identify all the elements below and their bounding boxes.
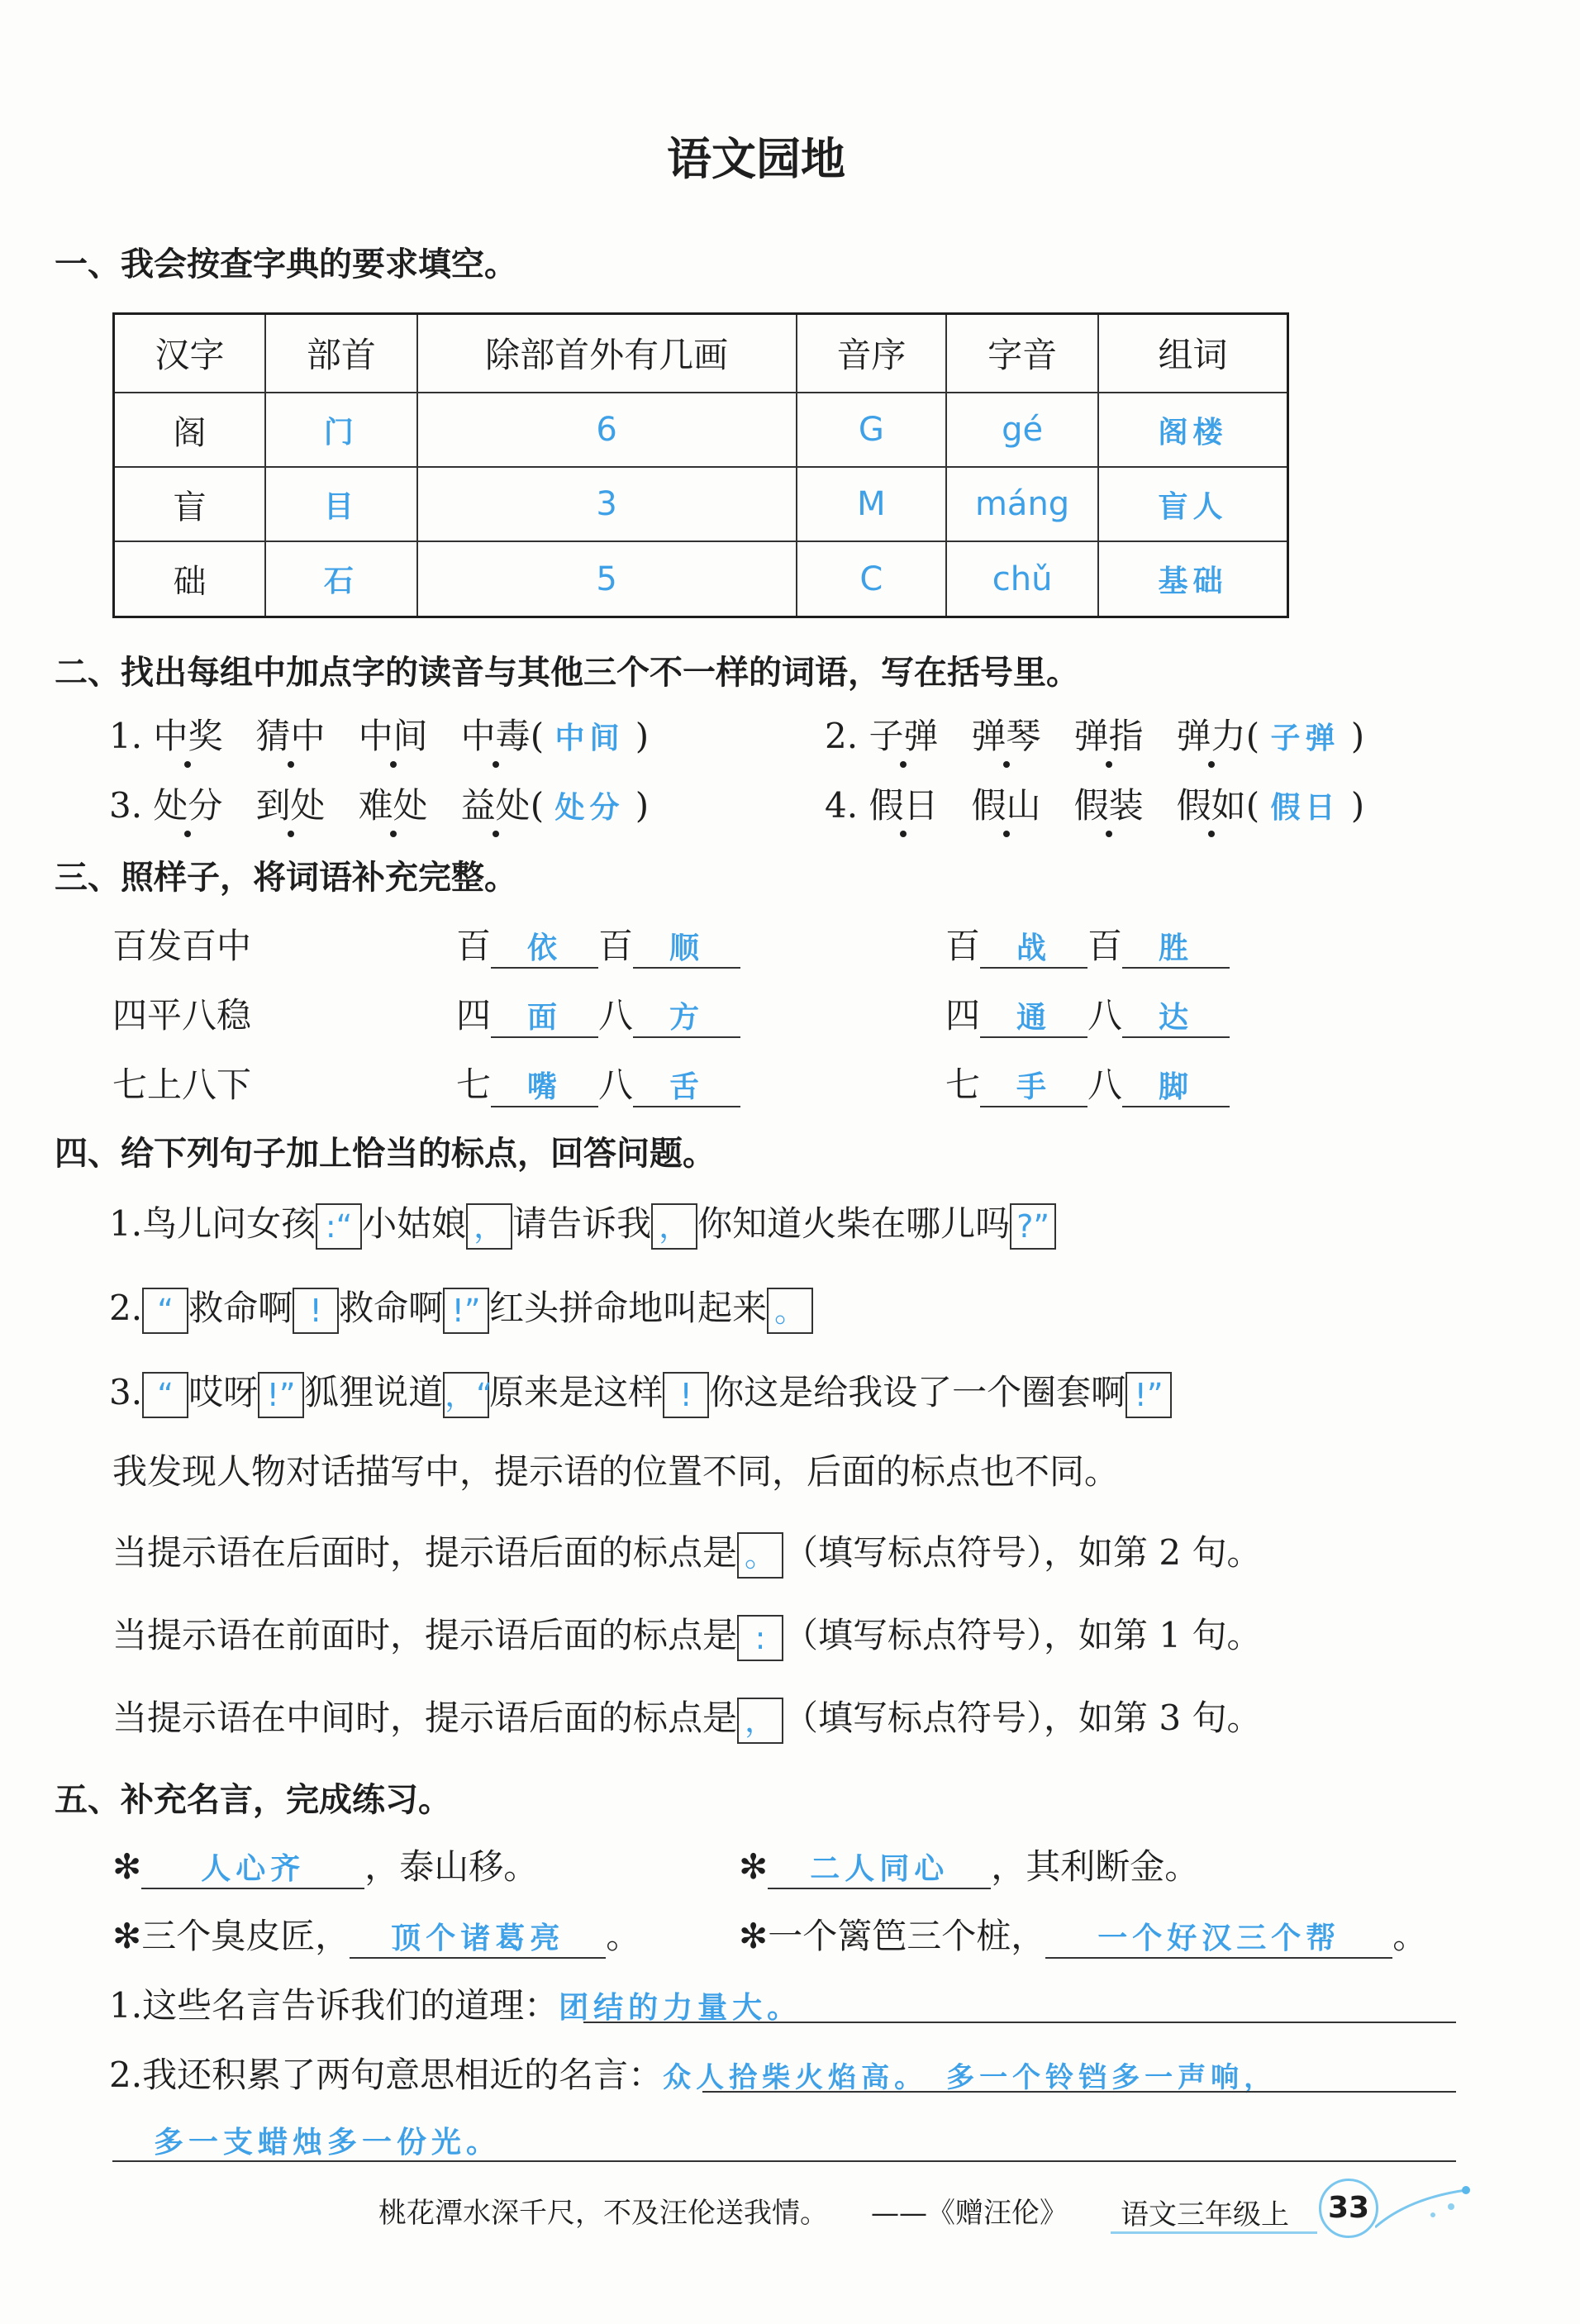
group-3: 3. 处分 到处 难处 益处( 处分 ) <box>109 785 650 826</box>
punct-answer: ! <box>663 1372 709 1418</box>
proverb-4 <box>739 1909 1427 1959</box>
text: 一个篱笆三个桩， <box>768 1916 1046 1956</box>
sentence-number: 3. <box>109 1372 143 1412</box>
strokes-answer: 6 <box>417 393 797 467</box>
punct-answer: ?” <box>1010 1203 1056 1250</box>
punct-answer: ， <box>651 1203 697 1250</box>
char-cell: 础 <box>114 541 266 617</box>
char: 百 <box>456 926 492 966</box>
section-5-heading: 五、补充名言，完成练习。 <box>55 1781 451 1819</box>
punct-answer: “ <box>142 1372 188 1418</box>
idiom-blank <box>945 1058 1230 1107</box>
char: 八 <box>1087 1064 1123 1105</box>
answer: 方 <box>633 994 740 1038</box>
text: 当提示语在中间时，提示语后面的标点是 <box>112 1698 738 1738</box>
text: （填写标点符号），如第 1 句。 <box>783 1615 1262 1655</box>
example-idiom: 四平八稳 <box>112 995 252 1036</box>
proverb-2 <box>739 1840 1199 1889</box>
word: 假山 <box>971 785 1041 826</box>
sentence-number: 1. <box>109 1203 143 1244</box>
word-answer: 盲人 <box>1098 467 1288 541</box>
group-number: 4. <box>825 785 859 826</box>
punct-answer: ，“ <box>443 1372 489 1418</box>
pinyin-answer: chǔ <box>946 541 1098 617</box>
text: （填写标点符号），如第 3 句。 <box>783 1698 1262 1738</box>
star-icon: ✻ <box>739 1916 769 1956</box>
answer: 顶个诸葛亮 <box>350 1915 606 1959</box>
star-icon: ✻ <box>739 1846 769 1887</box>
header-cell: 部首 <box>265 314 417 393</box>
practice-number: 1. <box>109 1985 143 2026</box>
rule-3 <box>112 1691 1261 1744</box>
pinyin-answer: máng <box>946 467 1098 541</box>
text: 红头拼命地叫起来 <box>489 1288 768 1328</box>
answer: 团结的力量大。 <box>559 1991 802 2025</box>
answer: 达 <box>1122 994 1230 1038</box>
sentence-number: 2. <box>109 1288 143 1328</box>
decoration-icon <box>1375 2182 1474 2240</box>
footer-rule <box>1111 2231 1317 2234</box>
punct-answer: 。 <box>737 1532 783 1579</box>
text: 三个臭皮匠， <box>141 1916 350 1956</box>
word: 假装 <box>1073 785 1144 826</box>
table-row <box>114 393 1288 467</box>
char: 七 <box>456 1064 492 1105</box>
word: 假日 <box>869 785 939 826</box>
text: 。 <box>1392 1916 1428 1956</box>
char: 七 <box>945 1064 981 1105</box>
char: 四 <box>945 995 981 1036</box>
sentence-1 <box>109 1197 1056 1250</box>
header-cell: 字音 <box>946 314 1098 393</box>
table-header-row <box>114 314 1288 393</box>
answer: 嘴 <box>491 1064 598 1107</box>
char: 八 <box>598 995 634 1036</box>
header-cell: 音序 <box>797 314 947 393</box>
section-4-heading: 四、给下列句子加上恰当的标点，回答问题。 <box>55 1135 716 1173</box>
punct-answer: : <box>737 1615 783 1661</box>
text: 救命啊 <box>188 1288 293 1328</box>
idiom-blank <box>456 919 740 969</box>
answer: 手 <box>980 1064 1087 1107</box>
footer-grade: 语文三年级上 <box>1121 2198 1289 2231</box>
answer-continued: 多一支蜡烛多一份光。 <box>154 2126 502 2160</box>
answer: 二人同心 <box>768 1845 991 1889</box>
text: 。 <box>606 1916 641 1956</box>
rule-2 <box>112 1608 1261 1661</box>
section-2-heading: 二、找出每组中加点字的读音与其他三个不一样的词语，写在括号里。 <box>55 654 1079 692</box>
page-title: 语文园地 <box>667 133 845 185</box>
char-cell: 盲 <box>114 467 266 541</box>
punct-answer: ， <box>737 1698 783 1744</box>
punct-answer: 。 <box>767 1288 813 1334</box>
punct-answer: !” <box>443 1288 489 1334</box>
answer: 舌 <box>633 1064 740 1107</box>
strokes-answer: 5 <box>417 541 797 617</box>
group-4: 4. 假日 假山 假装 假如( 假日 ) <box>825 785 1365 826</box>
word: 处分 <box>153 785 223 826</box>
practice-2 <box>109 2048 1277 2098</box>
text: 救命啊 <box>339 1288 444 1328</box>
page-number: 33 <box>1319 2179 1378 2238</box>
practice-number: 2. <box>109 2055 143 2095</box>
footer-source: ——《赠汪伦》 <box>871 2197 1068 2230</box>
group-number: 1. <box>109 716 143 756</box>
answer: 一个好汉三个帮 <box>1045 1915 1392 1959</box>
punct-answer: !” <box>258 1372 304 1418</box>
word: 中奖 <box>153 716 223 756</box>
word: 弹指 <box>1073 716 1144 756</box>
char: 百 <box>598 926 634 966</box>
answer: 面 <box>491 994 598 1038</box>
answer: 众人拾柴火焰高。 多一个铃铛多一声响， <box>663 2061 1278 2094</box>
group-number: 3. <box>109 785 143 826</box>
pinyin-answer: gé <box>946 393 1098 467</box>
answer: 通 <box>980 994 1087 1038</box>
word: 中毒 <box>460 716 531 756</box>
word: 到处 <box>255 785 326 826</box>
word: 弹琴 <box>971 716 1041 756</box>
word: 难处 <box>358 785 428 826</box>
answer: 依 <box>491 925 598 969</box>
answer: 子弹 <box>1270 721 1340 755</box>
group-1: 1. 中奖 猜中 中间 中毒( 中间 ) <box>109 716 650 756</box>
idiom-blank <box>456 1058 740 1107</box>
word: 中间 <box>358 716 428 756</box>
header-cell: 除部首外有几画 <box>417 314 797 393</box>
answer: 处分 <box>554 791 625 825</box>
index-answer: G <box>797 393 947 467</box>
text: 这些名言告诉我们的道理： <box>142 1985 559 2026</box>
proverb-1 <box>112 1840 538 1889</box>
char: 四 <box>456 995 492 1036</box>
idiom-blank <box>456 988 740 1038</box>
char: 八 <box>1087 995 1123 1036</box>
section-3-heading: 三、照样子，将词语补充完整。 <box>55 859 517 897</box>
punct-answer: ， <box>466 1203 512 1250</box>
table-row <box>114 541 1288 617</box>
idiom-blank <box>945 988 1230 1038</box>
sentence-2 <box>109 1281 813 1334</box>
text: 当提示语在前面时，提示语后面的标点是 <box>112 1615 738 1655</box>
answer: 假日 <box>1270 791 1340 825</box>
answer-underline <box>583 2022 1456 2023</box>
header-cell: 汉字 <box>114 314 266 393</box>
text: 我还积累了两句意思相近的名言： <box>142 2055 664 2095</box>
word: 猜中 <box>255 716 326 756</box>
star-icon: ✻ <box>112 1846 142 1887</box>
section-1-heading: 一、我会按查字典的要求填空。 <box>55 245 517 283</box>
radical-answer: 目 <box>265 467 417 541</box>
text: 鸟儿问女孩 <box>142 1203 316 1244</box>
char: 百 <box>1087 926 1123 966</box>
text: ，其利断金。 <box>991 1846 1200 1887</box>
text: 原来是这样 <box>489 1372 664 1412</box>
char-cell: 阁 <box>114 393 266 467</box>
example-idiom: 百发百中 <box>112 926 252 966</box>
sentence-3 <box>109 1365 1172 1418</box>
char: 百 <box>945 926 981 966</box>
punct-answer: ! <box>293 1288 339 1334</box>
answer: 脚 <box>1122 1064 1230 1107</box>
table-row <box>114 467 1288 541</box>
text: 请告诉我 <box>512 1203 652 1244</box>
word: 假如 <box>1176 785 1246 826</box>
word: 益处 <box>460 785 531 826</box>
answer-underline <box>702 2091 1456 2093</box>
radical-answer: 门 <box>265 393 417 467</box>
text: 你这是给我设了一个圈套啊 <box>709 1372 1126 1412</box>
footer-quote: 桃花潭水深千尺，不及汪伦送我情。 <box>378 2197 828 2230</box>
text: 你知道火柴在哪儿吗 <box>697 1203 1011 1244</box>
idiom-blank <box>945 919 1230 969</box>
group-2: 2. 子弹 弹琴 弹指 弹力( 子弹 ) <box>825 716 1365 756</box>
answer: 顺 <box>633 925 740 969</box>
proverb-3 <box>112 1909 640 1959</box>
answer: 中间 <box>554 721 625 755</box>
group-number: 2. <box>825 716 859 756</box>
punct-answer: !” <box>1126 1372 1172 1418</box>
example-idiom: 七上八下 <box>112 1064 252 1105</box>
answer-underline <box>112 2160 1456 2162</box>
word: 弹力 <box>1176 716 1246 756</box>
char: 八 <box>598 1064 634 1105</box>
radical-answer: 石 <box>265 541 417 617</box>
practice-1 <box>109 1979 802 2028</box>
text: （填写标点符号），如第 2 句。 <box>783 1532 1262 1573</box>
answer: 人心齐 <box>141 1845 364 1889</box>
word-answer: 阁楼 <box>1098 393 1288 467</box>
star-icon: ✻ <box>112 1916 142 1956</box>
header-cell: 组词 <box>1098 314 1288 393</box>
answer: 胜 <box>1122 925 1230 969</box>
rule-1 <box>112 1526 1261 1579</box>
strokes-answer: 3 <box>417 467 797 541</box>
word-answer: 基础 <box>1098 541 1288 617</box>
finding-text: 我发现人物对话描写中，提示语的位置不同，后面的标点也不同。 <box>112 1451 1120 1492</box>
index-answer: C <box>797 541 947 617</box>
text: 狐狸说道 <box>304 1372 444 1412</box>
word: 子弹 <box>869 716 939 756</box>
punct-answer: “ <box>142 1288 188 1334</box>
answer: 战 <box>980 925 1087 969</box>
text: 当提示语在后面时，提示语后面的标点是 <box>112 1532 738 1573</box>
text: ，泰山移。 <box>364 1846 539 1887</box>
index-answer: M <box>797 467 947 541</box>
text: 小姑娘 <box>362 1203 467 1244</box>
punct-answer: :“ <box>316 1203 362 1250</box>
text: 哎呀 <box>188 1372 259 1412</box>
dictionary-table <box>112 312 1289 618</box>
